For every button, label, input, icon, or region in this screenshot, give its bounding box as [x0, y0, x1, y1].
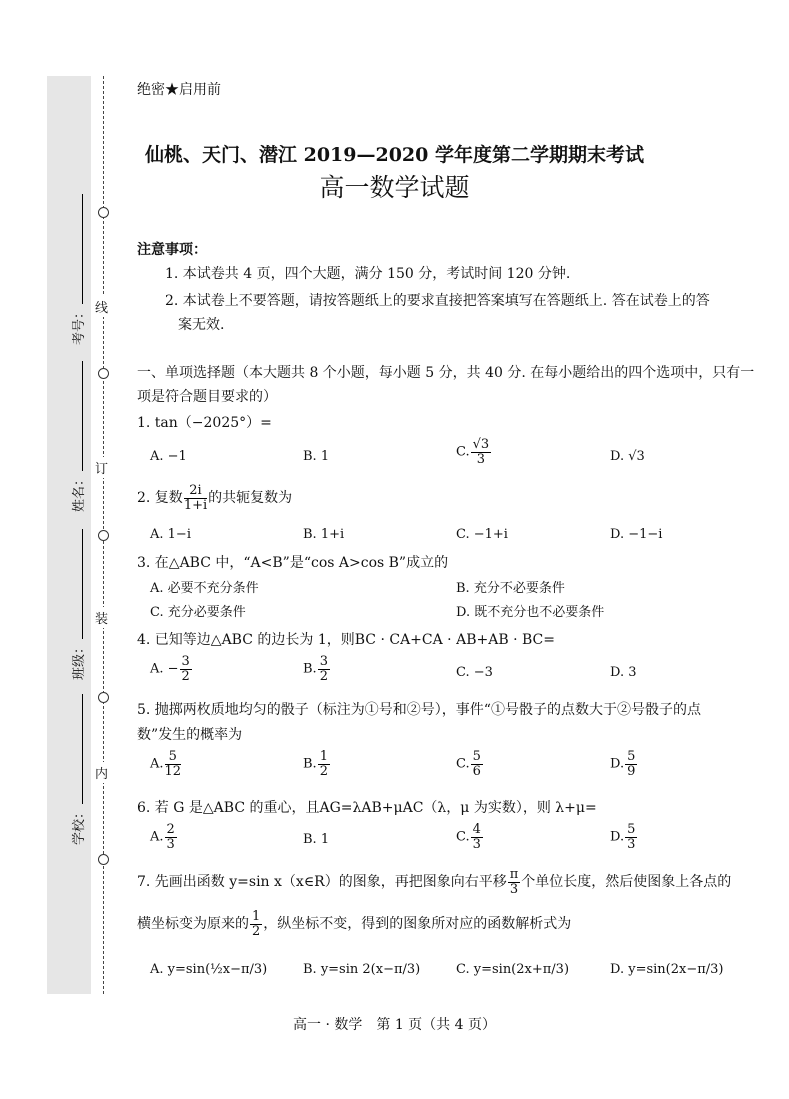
q2-option-d: D. −1−i [610, 527, 663, 542]
question-7-stem: 7. 先画出函数 y=sin x（x∈R）的图象，再把图象向右平移 $\frac{\pi}{3}$ 个单位长度，然后使图象上各点的 [137, 867, 732, 897]
q3-option-b: B. 充分不必要条件 [456, 581, 565, 596]
q5-option-d: D. $\frac{5}{9}$ [610, 749, 636, 779]
notice-heading: 注意事项： [137, 242, 207, 258]
q1-option-b: B. 1 [303, 449, 330, 464]
q3-option-c: C. 充分必要条件 [150, 605, 246, 620]
q4-option-c: C. −3 [456, 665, 493, 680]
q6-option-d: D. $\frac{5}{3}$ [610, 822, 636, 852]
q7-option-b: B. y=sin 2(x−π/3) [303, 962, 421, 977]
page-footer: 高一 · 数学 第 1 页（共 4 页） [293, 1017, 496, 1033]
question-2-stem: 2. 复数 $\frac{2i}{1+i}$ 的共轭复数为 [137, 483, 293, 513]
q1-option-c: C. $\frac{√3}{3}$ [456, 437, 490, 467]
binding-hole [98, 207, 109, 218]
q1-option-a: A. −1 [150, 449, 187, 464]
notice-item: 2. 本试卷上不要答题，请按答题纸上的要求直接把答案填写在答题纸上. 答在试卷上的答 [165, 293, 710, 309]
section-heading: 一、单项选择题（本大题共 8 个小题，每小题 5 分，共 40 分. 在每小题给出的四个选项中，只有一 [137, 365, 755, 381]
q2-option-b: B. 1+i [303, 527, 345, 542]
field-school[interactable]: 学校： [68, 645, 87, 845]
question-4-stem: 4. 已知等边△ABC 的边长为 1，则BC · CA+CA · AB+AB · BC= [137, 632, 555, 648]
question-5-stem: 5. 抛掷两枚质地均匀的骰子（标注为①号和②号），事件“①号骰子的点数大于②号骰子的点 [137, 702, 701, 718]
q3-option-d: D. 既不充分也不必要条件 [456, 605, 605, 620]
binding-hole [98, 530, 109, 541]
exam-title: 仙桃、天门、潜江 2019—2020 学年度第二学期期末考试 [145, 144, 644, 166]
q3-option-a: A. 必要不充分条件 [150, 581, 259, 596]
q7-option-c: C. y=sin(2x+π/3) [456, 962, 570, 977]
notice-item: 案无效. [178, 317, 225, 333]
cut-mark: 内 [95, 762, 108, 783]
section-heading: 项是符合题目要求的） [137, 389, 277, 405]
binding-hole [98, 854, 109, 865]
q4-option-b: B. $\frac{3}{2}$ [303, 654, 328, 684]
q5-option-c: C. $\frac{5}{6}$ [456, 749, 481, 779]
q6-option-c: C. $\frac{4}{3}$ [456, 822, 481, 852]
q7-option-d: D. y=sin(2x−π/3) [610, 962, 724, 977]
cut-mark: 装 [95, 607, 108, 628]
confidential-mark: 绝密★启用前 [137, 82, 221, 98]
q2-option-a: A. 1−i [150, 527, 191, 542]
exam-subtitle: 高一数学试题 [319, 173, 470, 202]
q5-option-b: B. $\frac{1}{2}$ [303, 749, 328, 779]
q4-option-a: A. − $\frac{3}{2}$ [150, 654, 190, 684]
q5-option-a: A. $\frac{5}{12}$ [150, 749, 182, 779]
cut-mark: 订 [95, 457, 108, 478]
cut-mark: 线 [95, 296, 108, 317]
binding-hole [98, 692, 109, 703]
notice-item: 1. 本试卷共 4 页，四个大题，满分 150 分，考试时间 120 分钟. [165, 266, 571, 282]
q6-option-b: B. 1 [303, 832, 330, 847]
field-name[interactable]: 姓名： [68, 312, 87, 512]
question-6-stem: 6. 若 G 是△ABC 的重心，且AG=λAB+μAC（λ，μ 为实数），则 λ+μ= [137, 800, 597, 816]
field-exam-no[interactable]: 考号： [68, 145, 87, 345]
q6-option-a: A. $\frac{2}{3}$ [150, 822, 175, 852]
question-5-stem: 数”发生的概率为 [137, 727, 243, 743]
q1-option-d: D. √3 [610, 449, 645, 464]
question-7-stem: 横坐标变为原来的 $\frac{1}{2}$ ，纵坐标不变，得到的图象所对应的函数解析式为 [137, 909, 572, 939]
q2-option-c: C. −1+i [456, 527, 508, 542]
q7-option-a: A. y=sin(½x−π/3) [150, 962, 268, 977]
question-1-stem: 1. tan（−2025°）= [137, 415, 272, 431]
q4-option-d: D. 3 [610, 665, 637, 680]
question-3-stem: 3. 在△ABC 中，“A<B”是“cos A>cos B”成立的 [137, 555, 449, 571]
field-class[interactable]: 班级： [68, 480, 87, 680]
binding-hole [98, 368, 109, 379]
